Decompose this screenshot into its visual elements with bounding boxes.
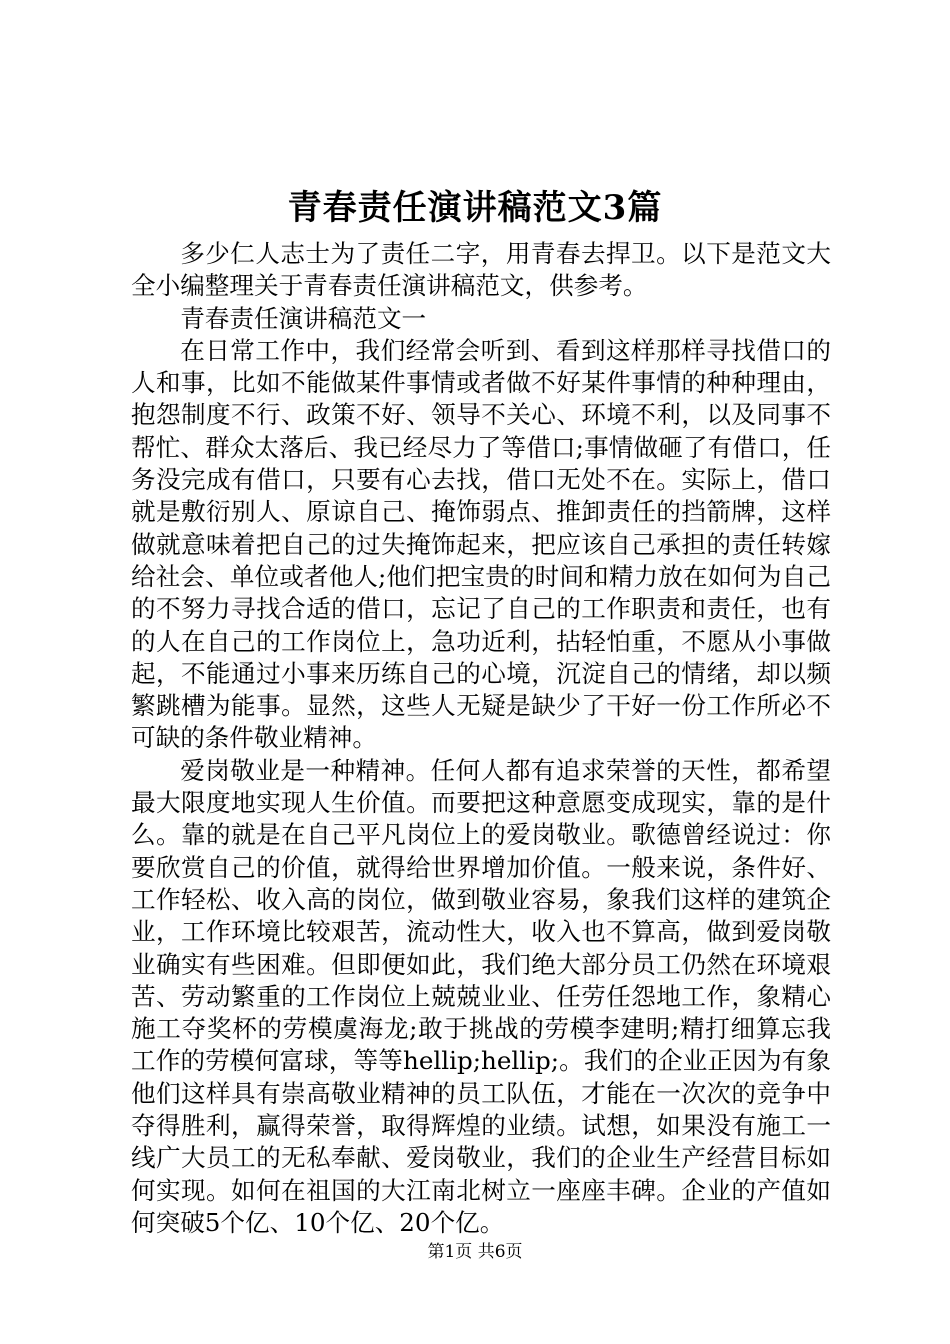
document-body	[131, 238, 831, 1239]
body-paragraph: 在日常工作中，我们经常会听到、看到这样那样寻找借口的人和事，比如不能做某件事情或者做不好某件事情的种种理由，抱怨制度不行、政策不好、领导不关心、环境不利，以及同事不帮忙、群众太落后、我已经尽力了等借口;事情做砸了有借口，任务没完成有借口，只要有心去找，借口无处不在。实际上，借口就是敷衍别人、原谅自己、掩饰弱点、推卸责任的挡箭牌，这样做就意味着把自己的过失掩饰起来，把应该自己承担的责任转嫁给社会、单位或者他人;他们把宝贵的时间和精力放在如何为自己的不努力寻找合适的借口，忘记了自己的工作职责和责任，也有的人在自己的工作岗位上，急功近利，拈轻怕重，不愿从小事做起，不能通过小事来历练自己的心境，沉淀自己的情绪，却以频繁跳槽为能事。显然，这些人无疑是缺少了干好一份工作所必不可缺的条件敬业精神。	[131, 335, 831, 753]
page-footer: 第1页 共6页	[427, 1242, 523, 1262]
section-heading: 青春责任演讲稿范文一	[180, 303, 427, 333]
intro-paragraph: 多少仁人志士为了责任二字，用青春去捍卫。以下是范文大全小编整理关于青春责任演讲稿范文，供参考。	[131, 239, 831, 301]
document-title: 青春责任演讲稿范文3篇	[287, 188, 663, 228]
body-paragraph: 爱岗敬业是一种精神。任何人都有追求荣誉的天性，都希望最大限度地实现人生价值。而要把这种意愿变成现实，靠的是什么。靠的就是在自己平凡岗位上的爱岗敬业。歌德曾经说过：你要欣赏自己的价值，就得给世界增加价值。一般来说，条件好、工作轻松、收入高的岗位，做到敬业容易，象我们这样的建筑企业，工作环境比较艰苦，流动性大，收入也不算高，做到爱岗敬业确实有些困难。但即便如此，我们绝大部分员工仍然在环境艰苦、劳动繁重的工作岗位上兢兢业业、任劳任怨地工作，象精心施工夺奖杯的劳模虞海龙;敢于挑战的劳模李建明;精打细算忘我工作的劳模何富球，等等hellip;hellip;。我们的企业正因为有象他们这样具有崇高敬业精神的员工队伍，才能在一次次的竞争中夺得胜利，赢得荣誉，取得辉煌的业绩。试想，如果没有施工一线广大员工的无私奉献、爱岗敬业，我们的企业生产经营目标如何实现。如何在祖国的大江南北树立一座座丰碑。企业的产值如何突破5个亿、10个亿、20个亿。	[131, 755, 831, 1237]
